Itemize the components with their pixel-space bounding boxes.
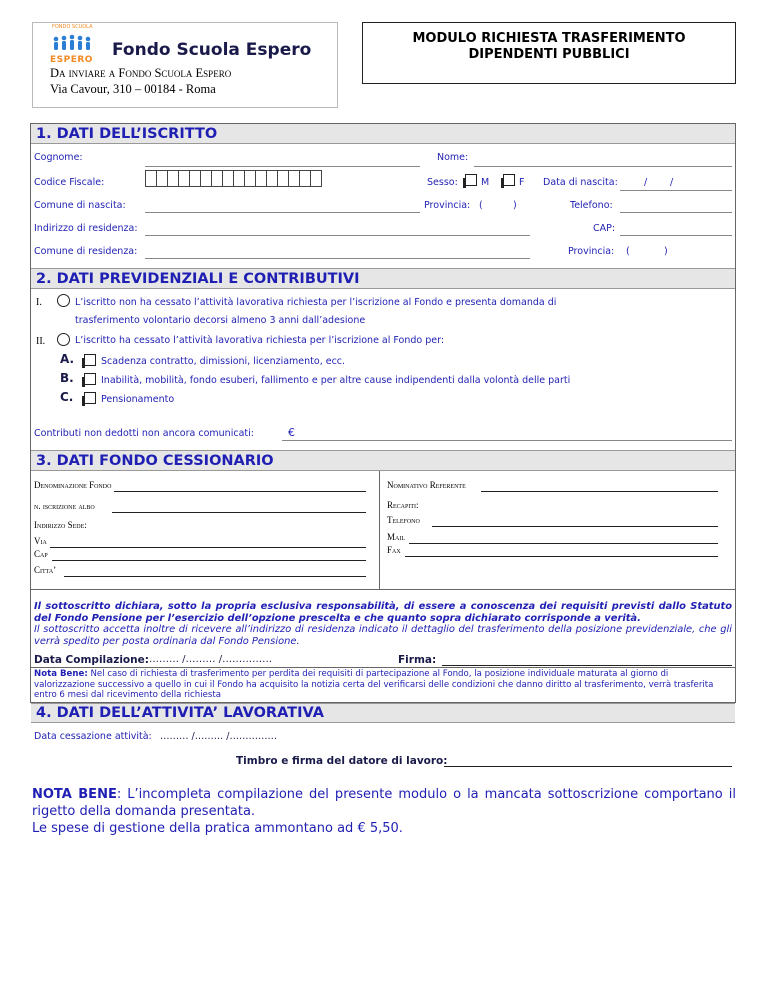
timbro-label: Timbro e firma del datore di lavoro: [236,755,448,767]
cap-input[interactable] [620,235,732,236]
comune-residenza-input[interactable] [145,258,530,259]
comune-nascita-label: Comune di nascita: [34,200,126,211]
section4-title: 4. DATI DELL’ATTIVITA’ LAVORATIVA [36,705,324,721]
codice-fiscale-label: Codice Fiscale: [34,177,105,188]
provincia-paren-close: ) [513,200,517,211]
nota-bene-label: Nota Bene: [34,669,88,679]
cap-label: CAP: [593,223,616,234]
provincia2-paren-close: ) [664,246,668,257]
indirizzo-sede-label: Indirizzo Sede: [34,520,87,530]
contributi-input[interactable] [282,440,732,441]
contributi-label: Contributi non dedotti non ancora comunicati: [34,428,254,439]
section2-title: 2. DATI PREVIDENZIALI E CONTRIBUTIVI [36,271,360,287]
footer-nota-text: : L’incompleta compilazione del presente modulo o la mancata sottoscrizione comportano il rigetto della domanda presentata. [32,787,736,819]
sesso-label: Sesso: [427,177,458,188]
option-c-text: Pensionamento [101,394,175,405]
cognome-input[interactable] [145,166,420,167]
opt2-number: II. [36,336,46,347]
timbro-input[interactable] [444,766,732,767]
data-cessazione-label: Data cessazione attività: [34,731,152,742]
cap-sede-input[interactable] [52,560,366,561]
indirizzo-input[interactable] [145,235,530,236]
opt2-text: L’iscritto ha cessato l’attività lavorativa richiesta per l’iscrizione al Fondo per: [75,335,445,346]
section3-bottom-border [31,589,735,590]
telefono-input[interactable] [620,212,732,213]
data-nascita-slash-2: / [670,177,674,188]
sesso-f-label: F [519,177,525,188]
nota-bene-text [34,669,732,701]
sesso-m-checkbox[interactable] [465,174,477,186]
provincia-label: Provincia: [424,200,471,211]
citta-input[interactable] [64,576,366,577]
comune-nascita-input[interactable] [145,212,420,213]
logo-small-text: FONDO SCUOLA [52,24,93,30]
option-c-label: C. [60,390,74,404]
denominazione-label: Denominazione Fondo [34,480,112,490]
euro-sign: € [288,426,295,439]
data-nascita-input[interactable] [620,190,732,191]
opt1-text-line2: trasferimento volontario decorsi almeno 3 anni dall’adesione [75,315,366,326]
via-input[interactable] [50,547,366,548]
option-a-label: A. [60,352,75,366]
via-label: Via [34,536,47,546]
iscrizione-label: n. iscrizione albo [34,501,95,511]
opt1-radio[interactable] [57,294,70,307]
nominativo-input[interactable] [481,491,718,492]
comune-residenza-label: Comune di residenza: [34,246,138,257]
iscrizione-input[interactable] [112,512,366,513]
nota-divider [31,667,735,668]
provincia-paren-open: ( [479,200,483,211]
fax-label: Fax [387,545,401,555]
provincia2-paren-open: ( [626,246,630,257]
declaration-bold: Il sottoscritto dichiara, sotto la propria esclusiva responsabilità, di essere a conoscenza dei requisiti previsti dallo Statuto del Fondo Pensione per l’esercizio dell’opzione prescelta e che quanto sopra dichiarato corrisponde a verità. [34,601,732,624]
sesso-m-label: M [481,177,490,188]
send-to: Da inviare a Fondo Scuola Espero [50,66,232,80]
telefono-fondo-label: Telefono [387,515,420,525]
form-title-line2: DIPENDENTI PUBBLICI [468,47,630,62]
option-c-checkbox[interactable] [84,392,96,404]
sesso-f-checkbox[interactable] [503,174,515,186]
nome-input[interactable] [474,166,732,167]
nome-label: Nome: [437,152,469,163]
telefono-fondo-input[interactable] [432,526,718,527]
opt1-text-line1: L’iscritto non ha cessato l’attività lavorativa richiesta per l’iscrizione al Fondo e presenta domanda di [75,297,557,308]
telefono-label: Telefono: [570,200,613,211]
section3-divider [379,471,380,589]
codice-fiscale-input[interactable] [145,170,420,190]
data-compilazione-label: Data Compilazione: [34,654,149,666]
recapiti-label: Recapiti: [387,500,419,510]
data-compilazione-input[interactable]: ……… /……… /…………… [149,654,273,665]
option-b-checkbox[interactable] [84,373,96,385]
form-title-line1: MODULO RICHIESTA TRASFERIMENTO [412,31,686,46]
option-a-text: Scadenza contratto, dimissioni, licenziamento, ecc. [101,356,346,367]
section1-title: 1. DATI DELL’ISCRITTO [36,126,218,142]
firma-label: Firma: [398,654,437,666]
declaration-text [34,601,732,647]
logo-brand: ESPERO [50,55,93,65]
org-name: Fondo Scuola Espero [112,40,312,60]
option-a-checkbox[interactable] [84,354,96,366]
option-b-label: B. [60,371,74,385]
section3-title: 3. DATI FONDO CESSIONARIO [36,453,274,469]
indirizzo-label: Indirizzo di residenza: [34,223,138,234]
address: Via Cavour, 310 – 00184 - Roma [50,82,216,96]
provincia2-label: Provincia: [568,246,615,257]
cognome-label: Cognome: [34,152,83,163]
declaration-normal: Il sottoscritto accetta inoltre di ricevere all’indirizzo di residenza indicato il dettaglio del trasferimento della posizione previdenziale, che gli verrà spedito per posta ordinaria dal Fondo Pensione. [34,624,732,647]
nota-bene-body: Nel caso di richiesta di trasferimento per perdita dei requisiti di partecipazione al Fondo, la posizione individuale maturata al giorno di valorizzazione successivo a quello in cui il Fondo ha acquisito la notizia certa del verificarsi delle condizioni che danno diritto al trasferimento, verrà trasferita entro 6 mesi dal ricevimento della richiesta [34,669,714,701]
fax-input[interactable] [405,556,718,557]
footer-note [32,786,736,837]
opt2-radio[interactable] [57,333,70,346]
mail-label: Mail [387,532,405,542]
mail-input[interactable] [409,543,718,544]
data-nascita-slash-1: / [644,177,648,188]
footer-nota-label: NOTA BENE [32,787,117,802]
denominazione-input[interactable] [114,491,366,492]
opt1-number: I. [36,297,42,308]
cap-sede-label: Cap [34,549,48,559]
option-b-text: Inabilità, mobilità, fondo esuberi, fallimento e per altre cause indipendenti dalla volontà delle parti [101,375,571,386]
nominativo-label: Nominativo Referente [387,480,466,490]
citta-label: Citta’ [34,565,57,575]
data-nascita-label: Data di nascita: [543,177,618,188]
footer-spese: Le spese di gestione della pratica ammontano ad € 5,50. [32,821,403,836]
data-cessazione-input[interactable]: ……… /……… /…………… [160,731,277,742]
firma-input[interactable] [442,665,732,666]
